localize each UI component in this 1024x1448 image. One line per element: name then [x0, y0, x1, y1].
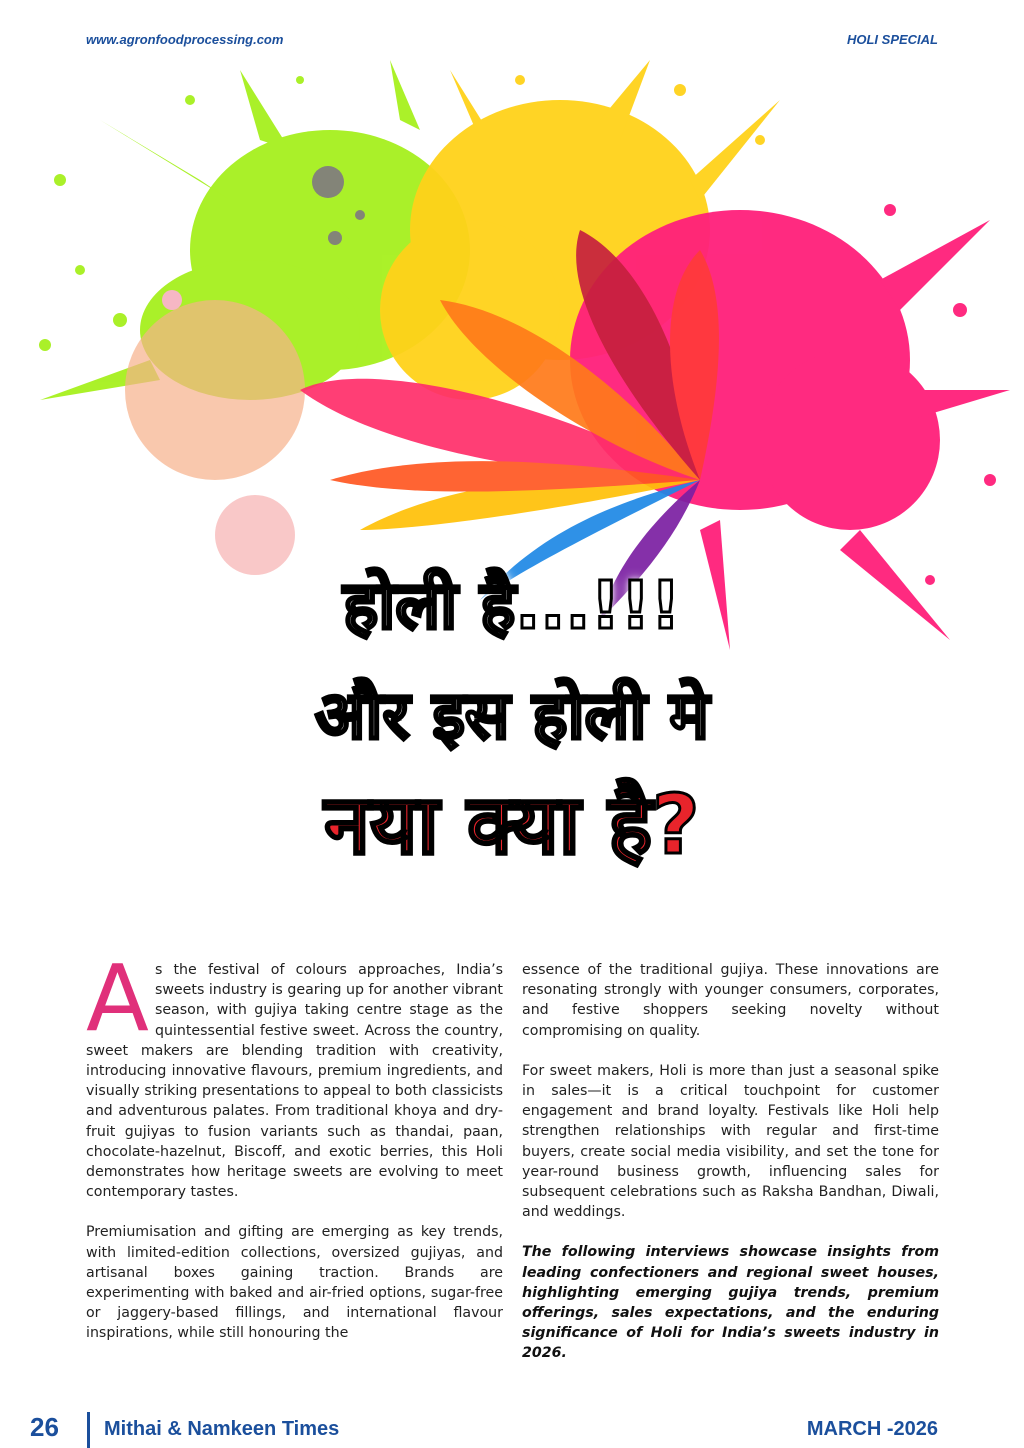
- footer-divider: [87, 1412, 90, 1448]
- page-number: 26: [30, 1412, 59, 1442]
- article-paragraph-1: [86, 945, 503, 1202]
- article-column-left: [86, 945, 503, 1364]
- article-paragraph-4: For sweet makers, Holi is more than just a seasonal spike in sales—it is a critical touchpoint for customer engagement and brand loyalty. Festivals like Holi help strengthen relationships with regular and first-time buyers, create social media visibility, and set the tone for year-round business growth, influencing sales for subsequent celebrations such as Raksha Bandhan, Diwali, and weddings.: [522, 1062, 939, 1221]
- headline-line-1: होली है...!!!: [343, 567, 681, 644]
- paragraph-1-text: s the festival of colours approaches, India’s sweets industry is gearing up for another vibrant season, with gujiya taking centre stage as the quintessential festive sweet. Across the country, sweet makers are blending tradition with creativity, introducing innovative flavours, premium ingredients, and visually striking presentations to appeal to both classicists and adventurous palates. From traditional khoya and dry-fruit gujiyas to fusion variants such as thandai, paan, chocolate-hazelnut, Biscoff, and exotic berries, this Holi demonstrates how heritage sweets are evolving to meet contemporary tastes.: [86, 962, 503, 1201]
- drop-cap: A: [86, 945, 149, 1052]
- interviews-intro: The following interviews showcase insights from leading confectioners and regional sweet houses, highlighting emerging gujiya trends, premium offerings, sales expectations, and the enduring significance of Holi for India’s sweets industry in 2026.: [522, 1244, 939, 1362]
- article-column-right: [522, 960, 939, 1384]
- magazine-name: Mithai & Namkeen Times: [104, 1418, 340, 1440]
- headline-line-3: नया क्या है?: [324, 778, 700, 873]
- article-paragraph-3: essence of the traditional gujiya. These innovations are resonating strongly with younger consumers, corporates, and festive shoppers seeking novelty without compromising on quality.: [522, 962, 939, 1039]
- headline-line-2: और इस होली मे: [315, 677, 709, 754]
- issue-date: MARCH -2026: [806, 1418, 938, 1440]
- website-url: www.agronfoodprocessing.com: [86, 32, 284, 47]
- article-paragraph-2: Premiumisation and gifting are emerging as key trends, with limited-edition collections, oversized gujiyas, and artisanal boxes gaining traction. Brands are experimenting with baked and air-fried options, sugar-free or jaggery-based fillings, and international flavour inspirations, while still honouring the: [86, 1224, 503, 1342]
- section-label: HOLI SPECIAL: [846, 32, 938, 47]
